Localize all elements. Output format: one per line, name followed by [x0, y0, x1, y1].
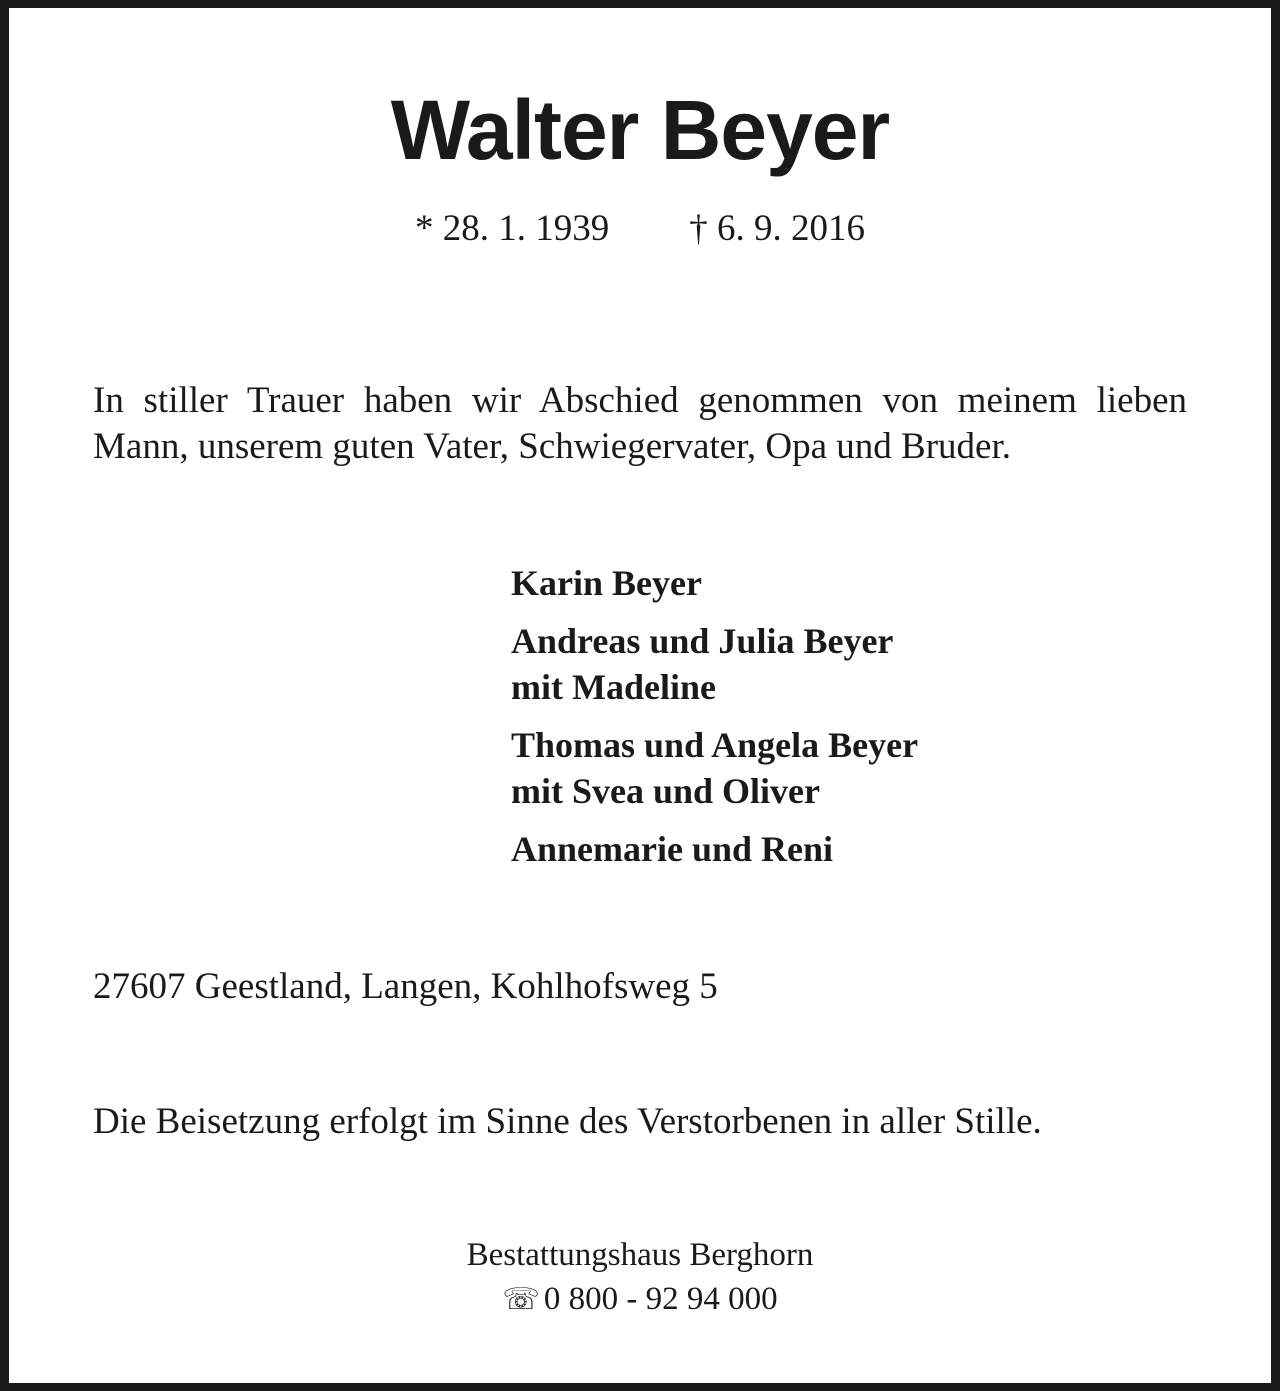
telephone-icon: ☏ [502, 1283, 540, 1316]
address: 27607 Geestland, Langen, Kohlhofsweg 5 [93, 966, 718, 1007]
family-entry [511, 722, 1211, 814]
family-entry-line: Thomas und Angela Beyer [511, 725, 919, 765]
birth-date: * 28. 1. 1939 [415, 208, 610, 249]
life-dates [9, 206, 1271, 252]
family-entry-line: Andreas und Julia Beyer [511, 621, 894, 661]
family-list [511, 560, 1211, 884]
death-date: † 6. 9. 2016 [689, 208, 865, 249]
family-entry-line: mit Svea und Oliver [511, 771, 821, 811]
undertaker-phone: 0 800 - 92 94 000 [543, 1281, 778, 1317]
family-entry-line: Annemarie und Reni [511, 829, 834, 869]
undertaker-block [9, 1233, 1271, 1322]
family-entry-line: Karin Beyer [511, 563, 702, 603]
mourning-message: In stiller Trauer haben wir Abschied genommen von meinem lieben Mann, unserem guten Vater, Schwiegervater, Opa und Bruder. [93, 380, 1187, 467]
funeral-note: Die Beisetzung erfolgt im Sinne des Verstorbenen in aller Stille. [93, 1101, 1042, 1142]
undertaker-phone-line [9, 1277, 1271, 1322]
undertaker-name: Bestattungshaus Berghorn [466, 1237, 814, 1273]
family-entry [511, 560, 1211, 606]
family-entry-line: mit Madeline [511, 667, 716, 707]
family-entry [511, 826, 1211, 872]
family-entry [511, 618, 1211, 710]
deceased-name: Walter Beyer [390, 83, 890, 177]
